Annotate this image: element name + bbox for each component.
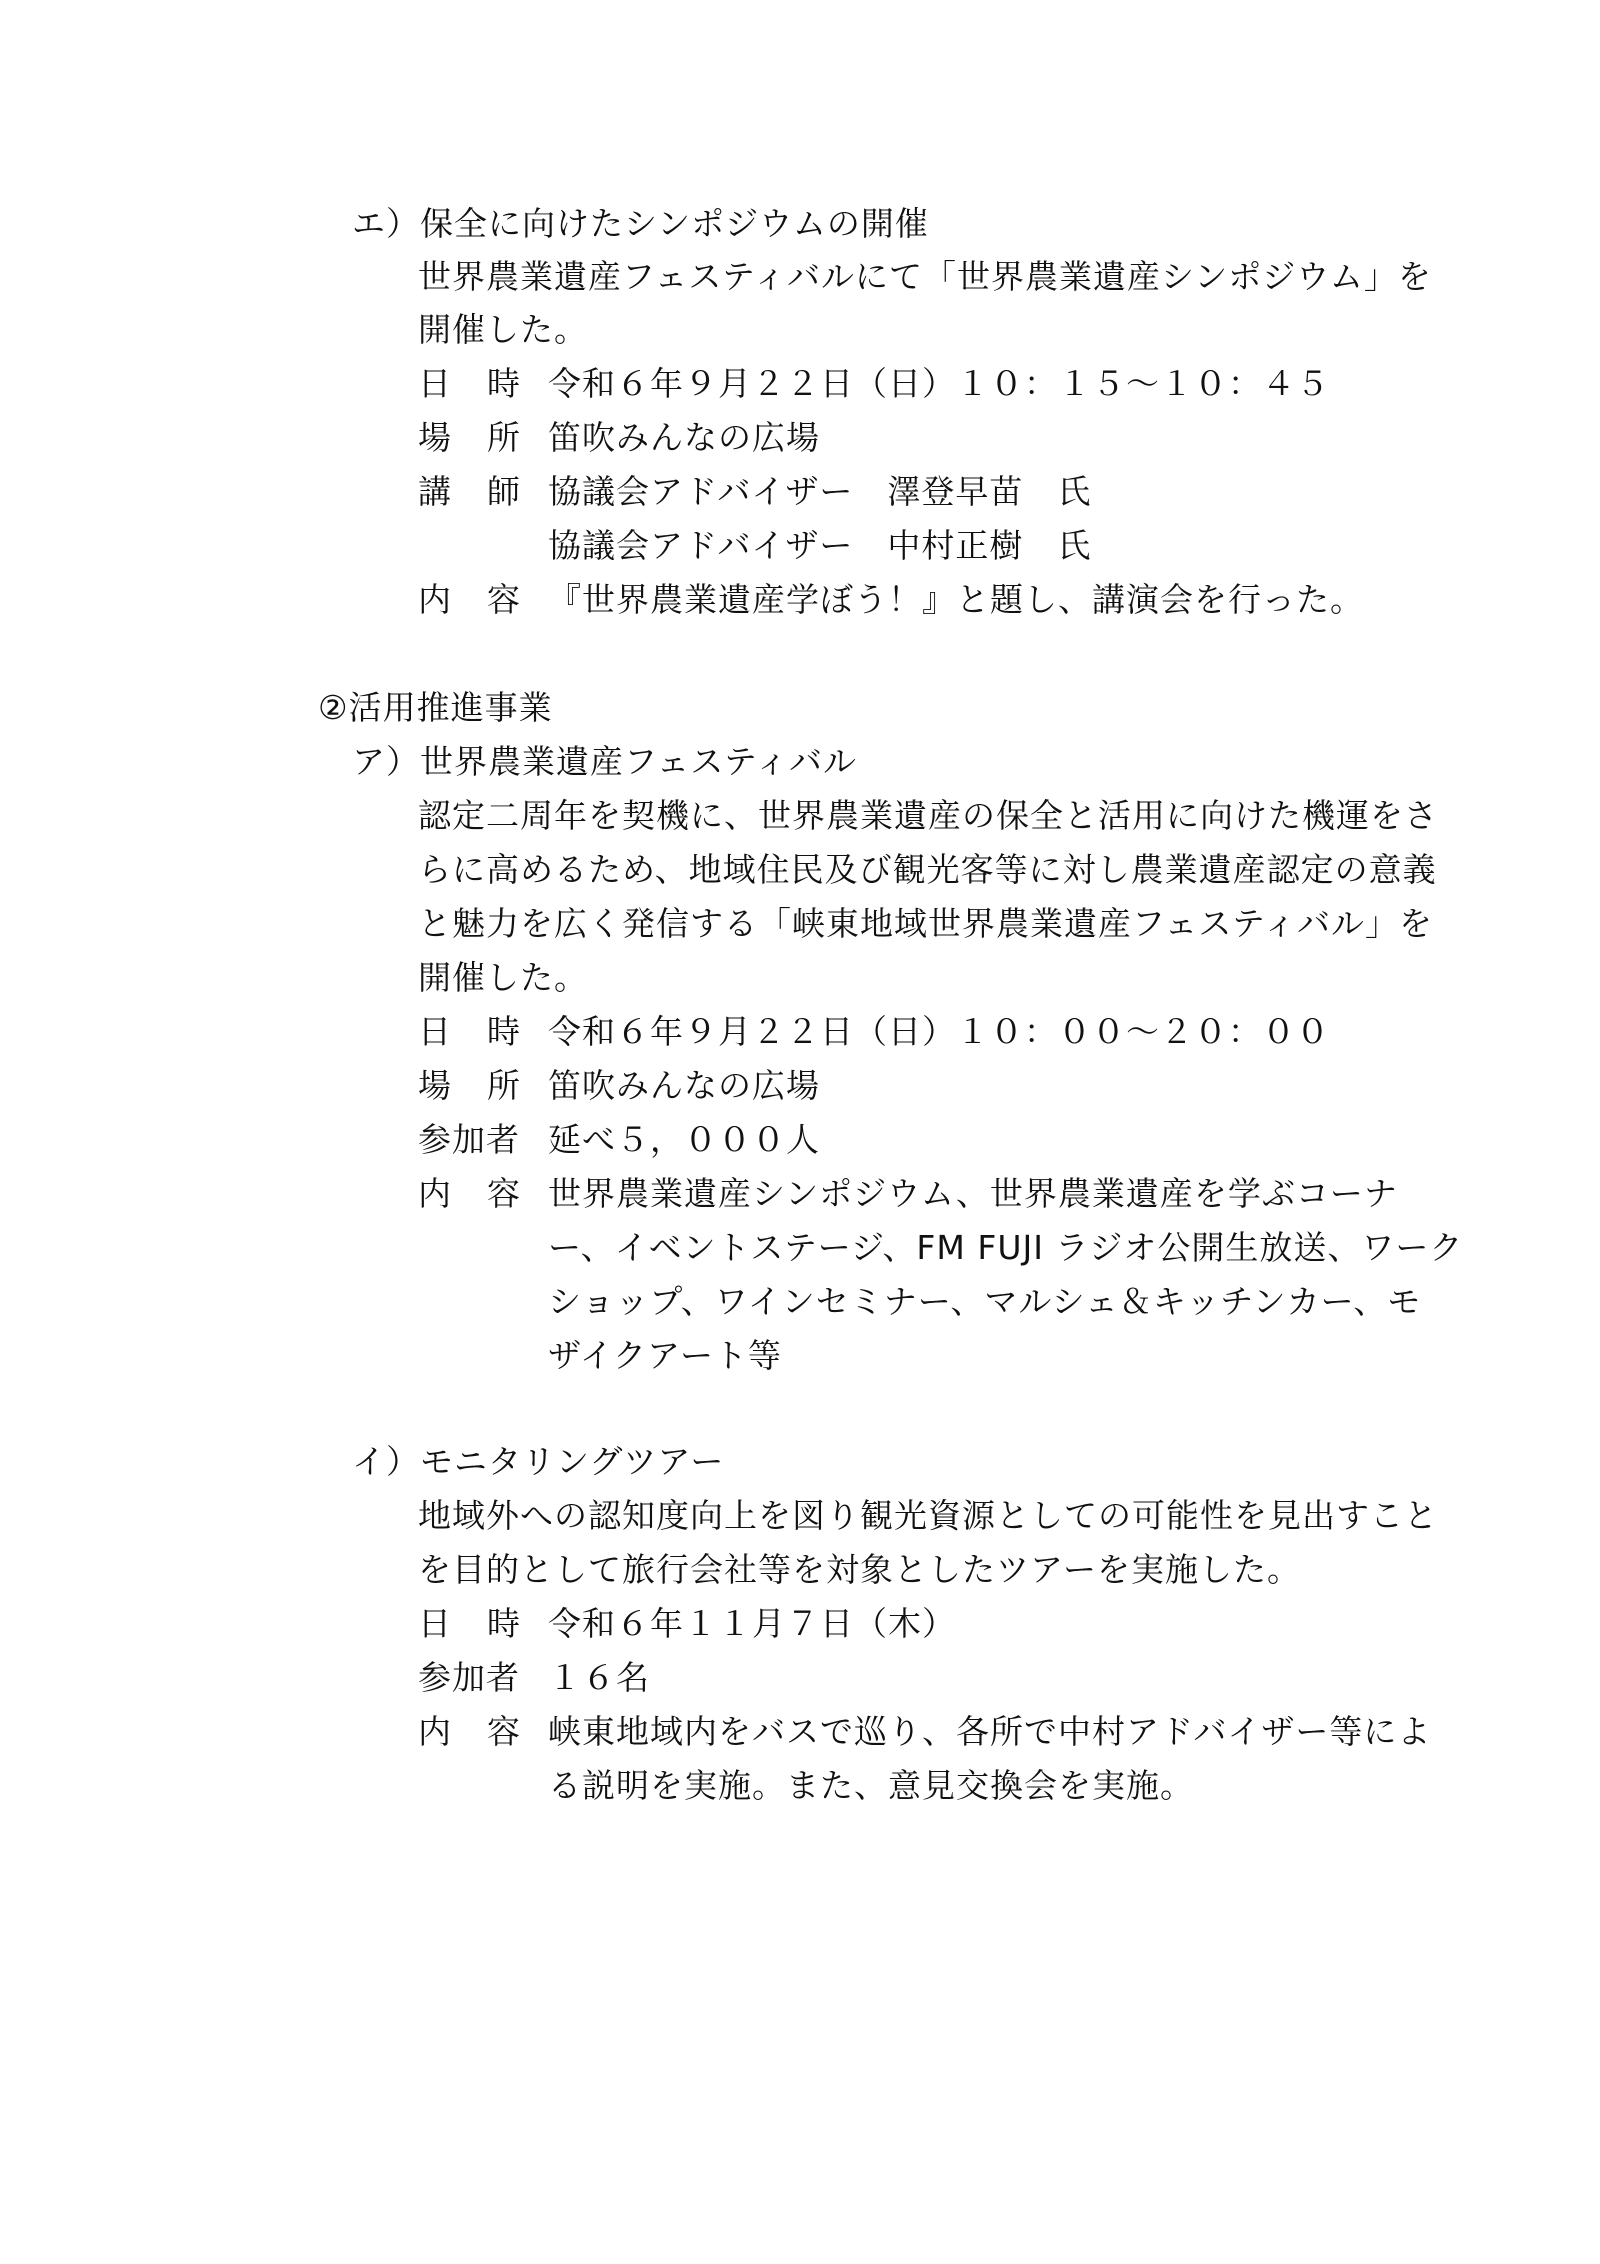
section-a-participants-label: 参加者 — [418, 1120, 520, 1159]
section-a-content-label — [418, 1174, 520, 1214]
label-char: 日 — [418, 1012, 451, 1051]
section-e-desc-line-2: 開催した。 — [418, 310, 588, 349]
label-char: 容 — [487, 1712, 520, 1751]
section-a-content-line-2: ー、イベントステージ、FM FUJI ラジオ公開生放送、ワーク — [548, 1228, 1464, 1267]
label-char: 内 — [418, 1174, 451, 1213]
label-char: 容 — [487, 1174, 520, 1213]
section-e-lecturer-2: 協議会アドバイザー 中村正樹 氏 — [548, 526, 1092, 565]
label-char: 時 — [487, 1604, 520, 1643]
section-e-lecturer-label — [418, 472, 520, 512]
section-i-content-line-1: 峡東地域内をバスで巡り、各所で中村アドバイザー等によ — [548, 1712, 1432, 1751]
section-e-datetime-value: 令和６年９月２２日（日）１０：１５～１０：４５ — [548, 364, 1330, 403]
section-a-desc-line-2: らに高めるため、地域住民及び観光客等に対し農業遺産認定の意義 — [418, 850, 1437, 889]
section-2-heading: ②活用推進事業 — [318, 688, 553, 727]
label-char: 所 — [487, 418, 520, 457]
section-e-heading: エ）保全に向けたシンポジウムの開催 — [352, 204, 929, 243]
section-i-datetime-label — [418, 1604, 520, 1644]
section-i-desc-line-1: 地域外への認知度向上を図り観光資源としての可能性を見出すこと — [418, 1496, 1438, 1535]
section-i-datetime-value: 令和６年１１月７日（木） — [548, 1604, 956, 1643]
section-a-content-line-3: ショップ、ワインセミナー、マルシェ＆キッチンカー、モ — [548, 1282, 1422, 1321]
section-a-datetime-value: 令和６年９月２２日（日）１０：００～２０：００ — [548, 1012, 1330, 1051]
section-e-place-label — [418, 418, 520, 458]
section-a-desc-line-4: 開催した。 — [418, 958, 588, 997]
label-char: 内 — [418, 580, 451, 619]
section-a-content-line-1: 世界農業遺産シンポジウム、世界農業遺産を学ぶコーナ — [548, 1174, 1398, 1213]
section-a-content-line-4: ザイクアート等 — [548, 1336, 783, 1375]
section-a-datetime-label — [418, 1012, 520, 1052]
label-char: 容 — [487, 580, 520, 619]
section-i-content-label — [418, 1712, 520, 1752]
label-char: 場 — [418, 1066, 451, 1105]
section-i-desc-line-2: を目的として旅行会社等を対象としたツアーを実施した。 — [418, 1550, 1302, 1589]
label-char: 日 — [418, 364, 451, 403]
label-char: 時 — [487, 1012, 520, 1051]
section-a-heading: ア）世界農業遺産フェスティバル — [352, 742, 858, 781]
section-a-desc-line-1: 認定二周年を契機に、世界農業遺産の保全と活用に向けた機運をさ — [418, 796, 1438, 835]
section-e-place-value: 笛吹みんなの広場 — [548, 418, 820, 457]
label-char: 所 — [487, 1066, 520, 1105]
section-i-participants-value: １６名 — [548, 1658, 650, 1697]
section-e-datetime-label — [418, 364, 520, 404]
section-a-place-label — [418, 1066, 520, 1106]
section-a-desc-line-3: と魅力を広く発信する「峡東地域世界農業遺産フェスティバル」を — [418, 904, 1434, 943]
section-e-desc-line-1: 世界農業遺産フェスティバルにて「世界農業遺産シンポジウム」を — [418, 257, 1432, 296]
section-a-place-value: 笛吹みんなの広場 — [548, 1066, 820, 1105]
label-char: 師 — [487, 472, 520, 511]
section-a-participants-value: 延べ５，０００人 — [548, 1120, 820, 1159]
label-char: 時 — [487, 364, 520, 403]
label-char: 日 — [418, 1604, 451, 1643]
section-i-heading: イ）モニタリングツアー — [352, 1442, 725, 1481]
section-e-lecturer-1: 協議会アドバイザー 澤登早苗 氏 — [548, 472, 1092, 511]
section-e-content-label — [418, 580, 520, 620]
section-e-content-value: 『世界農業遺産学ぼう！』と題し、講演会を行った。 — [548, 580, 1364, 619]
section-i-participants-label: 参加者 — [418, 1658, 520, 1697]
label-char: 場 — [418, 418, 451, 457]
label-char: 講 — [418, 472, 451, 511]
label-char: 内 — [418, 1712, 451, 1751]
section-i-content-line-2: る説明を実施。また、意見交換会を実施。 — [548, 1766, 1194, 1805]
